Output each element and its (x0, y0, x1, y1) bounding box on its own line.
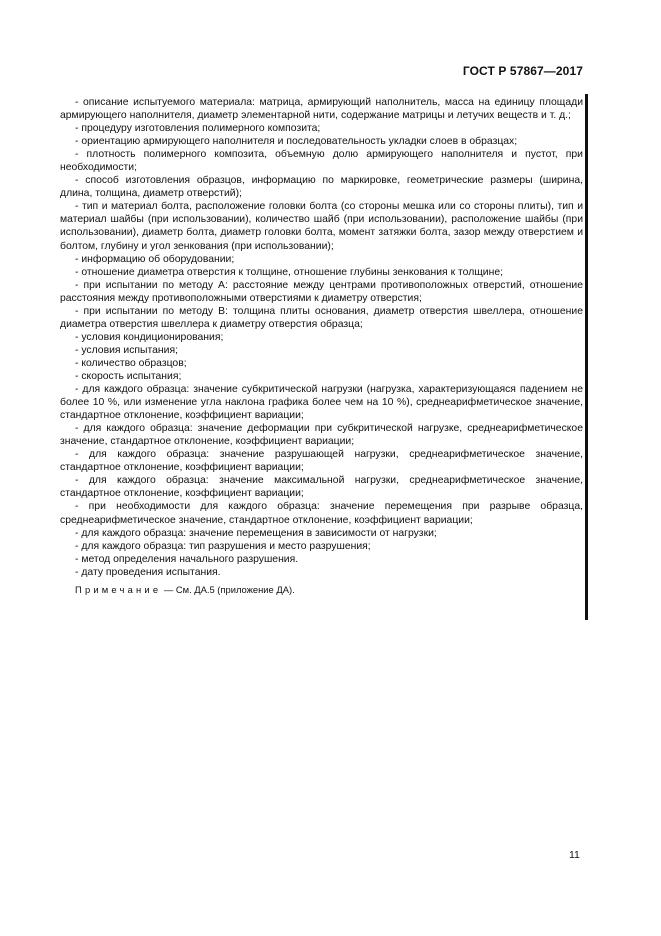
list-item: - метод определения начального разрушения. (75, 553, 299, 565)
list-item: - для каждого образца: значение деформации при субкритической нагрузке, среднеарифметическое значение, стандартное отклонение, коэффициент вариации; (60, 423, 583, 448)
list-item: - для каждого образца: значение субкритической нагрузки (нагрузка, характеризующаяся падением не более 10 %, или изменение угла наклона графика более чем на 10 %), среднеарифметическое значение, стандартное отклонение, коэффициент вариации; (60, 384, 583, 422)
list-item: - плотность полимерного композита, объемную долю армирующего наполнителя и пустот, при необходимости; (60, 149, 583, 174)
note-label: Примечание (75, 583, 162, 595)
document-header: ГОСТ Р 57867—2017 (462, 64, 583, 78)
note-text: — См. ДА.5 (приложение ДА). (161, 583, 295, 595)
list-item: - для каждого образца: тип разрушения и место разрушения; (75, 540, 371, 552)
list-item: - при необходимости для каждого образца: значение перемещения при разрыве образца, среднеарифметическое значение, стандартное отклонение, коэффициент вариации; (60, 501, 583, 526)
list-item: - для каждого образца: значение максимальной нагрузки, среднеарифметическое значение, стандартное отклонение, коэффициент вариации; (60, 475, 583, 500)
list-item: - условия кондиционирования; (75, 331, 224, 343)
list-item: - отношение диаметра отверстия к толщине, отношение глубины зенкования к толщине; (75, 266, 504, 278)
list-item: - количество образцов; (75, 357, 187, 369)
list-item: - при испытании по методу А: расстояние между центрами противоположных отверстий, отношение расстояния между противоположными отверстиями к диаметру отверстия; (60, 279, 583, 304)
list-item: - скорость испытания; (75, 370, 182, 382)
list-item: - способ изготовления образцов, информацию по маркировке, геометрические размеры (ширина, длина, толщина, диаметр отверстий); (60, 175, 583, 200)
list-item: - тип и материал болта, расположение головки болта (со стороны мешка или со стороны плиты), тип и материал шайбы (при использовании), количество шайб (при использовании), расположение шайбы (при использовании), диаметр болта, диаметр головки болта, момент затяжки болта, зазор между отверстием и болтом, глубину и угол зенкования (при использовании); (60, 201, 583, 252)
note (60, 584, 583, 596)
list-item: - условия испытания; (75, 344, 178, 356)
list-item: - дату проведения испытания. (75, 566, 221, 578)
page-number: 11 (569, 849, 580, 861)
list-item: - информацию об оборудовании; (75, 253, 235, 265)
list-item: - процедуру изготовления полимерного композита; (75, 123, 321, 135)
list-item: - описание испытуемого материала: матрица, армирующий наполнитель, масса на единицу площади армирующего наполнителя, диаметр элементарной нити, содержание матрицы и летучих веществ и т. д.; (60, 97, 583, 122)
report-requirements-list (60, 96, 583, 605)
list-item: - при испытании по методу В: толщина плиты основания, диаметр отверстия швеллера, отношение диаметра отверстия швеллера к диаметру отверстия образца; (60, 305, 583, 330)
list-item: - для каждого образца: значение перемещения в зависимости от нагрузки; (75, 527, 437, 539)
change-margin-bar (585, 94, 588, 620)
list-item: - ориентацию армирующего наполнителя и последовательность укладки слоев в образцах; (75, 136, 518, 148)
list-item: - для каждого образца: значение разрушающей нагрузки, среднеарифметическое значение, стандартное отклонение, коэффициент вариации; (60, 449, 583, 474)
